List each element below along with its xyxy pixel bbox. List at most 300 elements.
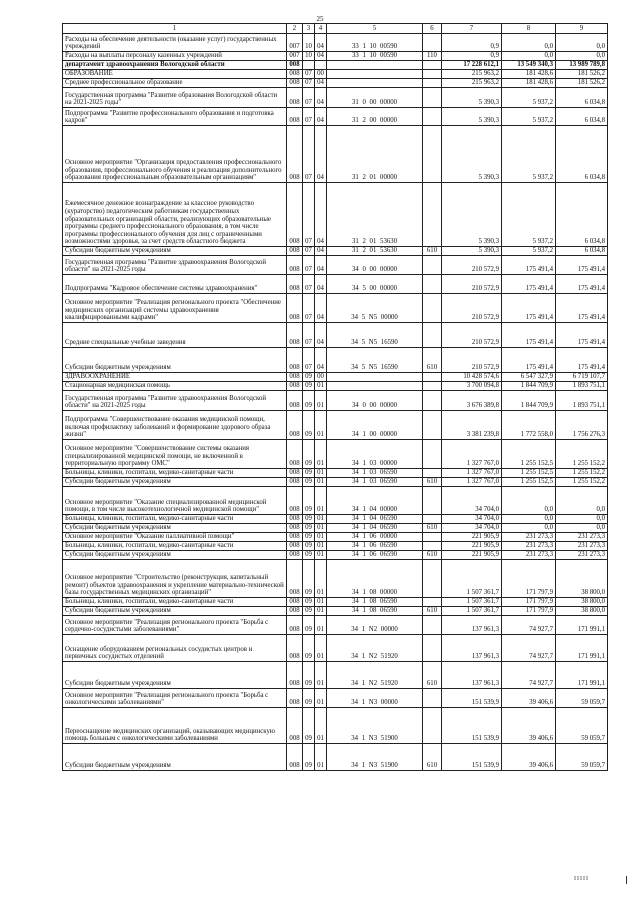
subsection-code: 01	[315, 487, 327, 515]
target-article-code: 34 1 04 06590	[327, 524, 423, 533]
subsection-code: 04	[315, 294, 327, 323]
expense-type-code	[423, 323, 442, 348]
ministry-code: 008	[287, 108, 303, 126]
row-description: Основное мероприятие "Оказание паллиативной помощи"	[63, 533, 287, 542]
target-article-code: 34 1 00 00000	[327, 411, 423, 440]
amount-2022: 5 937,2	[502, 88, 556, 108]
amount-2022: 1 844 709,9	[502, 391, 556, 411]
row-description: Основное мероприятие "Реализация регионального проекта "Борьба с онкологическими заболеваниями"	[63, 689, 287, 708]
amount-2021: 1 327 767,0	[442, 469, 502, 478]
target-article-code: 33 1 10 00590	[327, 34, 423, 52]
table-row	[63, 256, 608, 275]
section-code: 09	[303, 524, 315, 533]
ministry-code: 008	[287, 373, 303, 382]
expense-type-code: 610	[423, 478, 442, 487]
amount-2023: 6 719 107,7	[556, 373, 608, 382]
amount-2023: 175 491,4	[556, 256, 608, 275]
ministry-code: 008	[287, 61, 303, 70]
amount-2023: 175 491,4	[556, 275, 608, 294]
amount-2021: 34 704,0	[442, 515, 502, 524]
subsection-code: 01	[315, 598, 327, 607]
amount-2021: 151 539,9	[442, 708, 502, 744]
target-article-code: 34 5 N5 00000	[327, 294, 423, 323]
table-row	[63, 616, 608, 635]
row-description: Ежемесячное денежное вознаграждение за классное руководство (кураторство) педагогическим работникам государственных образовательных организаций области, реализующих образовательные программы среднего профессионального образования, в том числе программы профессионального обучения для лиц с ограниченными возможностями здоровья, за счет средств областного бюджета	[63, 183, 287, 247]
amount-2022: 1 772 558,0	[502, 411, 556, 440]
section-code: 09	[303, 542, 315, 551]
subsection-code: 01	[315, 635, 327, 662]
subsection-code: 04	[315, 108, 327, 126]
expense-type-code: 610	[423, 662, 442, 689]
target-article-code: 34 1 03 06590	[327, 478, 423, 487]
amount-2022: 181 428,6	[502, 70, 556, 79]
expense-type-code	[423, 411, 442, 440]
section-code	[303, 61, 315, 70]
table-row	[63, 515, 608, 524]
amount-2022: 0,0	[502, 515, 556, 524]
expense-type-code: 610	[423, 551, 442, 560]
amount-2021: 17 228 612,1	[442, 61, 502, 70]
amount-2023: 0,0	[556, 34, 608, 52]
table-row	[63, 635, 608, 662]
ministry-code: 008	[287, 183, 303, 247]
amount-2021: 151 539,9	[442, 744, 502, 771]
amount-2022: 13 549 340,3	[502, 61, 556, 70]
amount-2022: 231 273,3	[502, 542, 556, 551]
target-article-code: 34 1 N2 51920	[327, 635, 423, 662]
subsection-code: 01	[315, 689, 327, 708]
column-header: 3	[303, 24, 315, 34]
target-article-code: 34 1 06 06590	[327, 542, 423, 551]
section-code: 07	[303, 79, 315, 88]
row-description: ОБРАЗОВАНИЕ	[63, 70, 287, 79]
row-description: Подпрограмма "Совершенствование оказания медицинской помощи, включая профилактику заболеваний и формирование здорового образа жизни"	[63, 411, 287, 440]
expense-type-code: 610	[423, 247, 442, 256]
subsection-code: 04	[315, 34, 327, 52]
section-code: 09	[303, 616, 315, 635]
amount-2023: 231 273,3	[556, 551, 608, 560]
subsection-code: 01	[315, 440, 327, 469]
amount-2023: 1 255 152,2	[556, 469, 608, 478]
amount-2022: 171 797,9	[502, 598, 556, 607]
expense-type-code	[423, 635, 442, 662]
ministry-code: 008	[287, 275, 303, 294]
subsection-code: 04	[315, 323, 327, 348]
ministry-code: 008	[287, 524, 303, 533]
section-code: 07	[303, 183, 315, 247]
ministry-code: 008	[287, 70, 303, 79]
subsection-code: 01	[315, 478, 327, 487]
subsection-code: 04	[315, 52, 327, 61]
expense-type-code	[423, 440, 442, 469]
row-description: Основное мероприятие "Совершенствование системы оказания специализированной медицинской помощи, не включенной в территориальную программу ОМС"	[63, 440, 287, 469]
column-header: 7	[442, 24, 502, 34]
row-description: Расходы на выплаты персоналу казенных учреждений	[63, 52, 287, 61]
amount-2022: 74 927,7	[502, 635, 556, 662]
amount-2021: 1 327 767,0	[442, 478, 502, 487]
expense-type-code	[423, 598, 442, 607]
ministry-code: 008	[287, 542, 303, 551]
expense-type-code	[423, 183, 442, 247]
ministry-code: 008	[287, 294, 303, 323]
expense-type-code	[423, 34, 442, 52]
ministry-code: 008	[287, 515, 303, 524]
table-row	[63, 34, 608, 52]
amount-2021: 5 390,3	[442, 183, 502, 247]
amount-2023: 231 273,3	[556, 533, 608, 542]
amount-2023: 6 034,8	[556, 183, 608, 247]
amount-2022: 39 406,6	[502, 708, 556, 744]
table-row	[63, 411, 608, 440]
row-description: Больницы, клиники, госпитали, медико-санитарные части	[63, 542, 287, 551]
expense-type-code: 610	[423, 607, 442, 616]
amount-2023: 171 991,1	[556, 616, 608, 635]
table-row	[63, 708, 608, 744]
subsection-code: 01	[315, 542, 327, 551]
amount-2022: 5 937,2	[502, 247, 556, 256]
row-description: Государственная программа "Развитие здравоохранения Вологодской области" на 2021-2025 годы	[63, 391, 287, 411]
row-description: Субсидии бюджетным учреждениям	[63, 348, 287, 373]
amount-2023: 0,0	[556, 487, 608, 515]
section-code: 10	[303, 34, 315, 52]
subsection-code: 04	[315, 126, 327, 183]
table-row	[63, 440, 608, 469]
amount-2021: 221 905,9	[442, 533, 502, 542]
target-article-code: 34 1 N3 51900	[327, 708, 423, 744]
section-code: 09	[303, 607, 315, 616]
amount-2021: 221 905,9	[442, 542, 502, 551]
amount-2023: 59 059,7	[556, 689, 608, 708]
subsection-code: 01	[315, 708, 327, 744]
amount-2023: 0,0	[556, 52, 608, 61]
amount-2021: 1 327 767,0	[442, 440, 502, 469]
table-row	[63, 323, 608, 348]
amount-2023: 175 491,4	[556, 348, 608, 373]
row-description: Государственная программа "Развитие здравоохранения Вологодской области" на 2021-2025 годы	[63, 256, 287, 275]
table-row	[63, 382, 608, 391]
budget-table	[62, 23, 608, 771]
table-row	[63, 551, 608, 560]
table-row	[63, 533, 608, 542]
expense-type-code: 110	[423, 52, 442, 61]
amount-2022: 5 937,2	[502, 126, 556, 183]
amount-2022: 5 937,2	[502, 183, 556, 247]
column-header: 2	[287, 24, 303, 34]
table-body	[63, 24, 608, 771]
expense-type-code	[423, 560, 442, 598]
amount-2021: 1 507 361,7	[442, 598, 502, 607]
expense-type-code	[423, 391, 442, 411]
target-article-code	[327, 70, 423, 79]
row-description: Субсидии бюджетным учреждениям	[63, 478, 287, 487]
subsection-code: 01	[315, 391, 327, 411]
row-description: Переоснащение медицинских организаций, оказывающих медицинскую помощь больным с онкологическими заболеваниями	[63, 708, 287, 744]
ministry-code: 008	[287, 478, 303, 487]
subsection-code: 01	[315, 469, 327, 478]
amount-2021: 137 961,3	[442, 635, 502, 662]
row-description: Среднее профессиональное образование	[63, 79, 287, 88]
row-description: Основное мероприятие "Реализация регионального проекта "Борьба с сердечно-сосудистыми заболеваниями"	[63, 616, 287, 635]
expense-type-code: 610	[423, 348, 442, 373]
amount-2022: 231 273,3	[502, 551, 556, 560]
row-description: Расходы на обеспечение деятельности (оказание услуг) государственных учреждений	[63, 34, 287, 52]
expense-type-code	[423, 373, 442, 382]
expense-type-code	[423, 689, 442, 708]
subsection-code: 04	[315, 88, 327, 108]
ministry-code: 008	[287, 88, 303, 108]
target-article-code: 34 1 08 00000	[327, 560, 423, 598]
amount-2023: 181 526,2	[556, 70, 608, 79]
subsection-code: 00	[315, 70, 327, 79]
amount-2023: 171 991,1	[556, 635, 608, 662]
target-article-code: 34 1 N2 00000	[327, 616, 423, 635]
expense-type-code	[423, 256, 442, 275]
table-row	[63, 126, 608, 183]
amount-2023: 59 059,7	[556, 708, 608, 744]
section-code: 07	[303, 275, 315, 294]
table-row	[63, 391, 608, 411]
section-code: 09	[303, 689, 315, 708]
section-code: 09	[303, 382, 315, 391]
section-code: 09	[303, 391, 315, 411]
subsection-code: 01	[315, 515, 327, 524]
row-description: Государственная программа "Развитие образования Вологодской области на 2021-2025 годы"	[63, 88, 287, 108]
target-article-code: 34 1 03 00000	[327, 440, 423, 469]
row-description: Основное мероприятие "Строительство (реконструкция, капитальный ремонт) объектов здравоохранения и укрепление материально-технической базы государственных медицинских организаций"	[63, 560, 287, 598]
row-description: департамент здравоохранения Вологодской области	[63, 61, 287, 70]
amount-2022: 0,0	[502, 52, 556, 61]
amount-2021: 210 572,9	[442, 348, 502, 373]
amount-2023: 1 756 276,3	[556, 411, 608, 440]
amount-2022: 0,0	[502, 487, 556, 515]
section-code: 09	[303, 515, 315, 524]
amount-2021: 210 572,9	[442, 323, 502, 348]
amount-2021: 5 390,3	[442, 88, 502, 108]
ministry-code: 008	[287, 616, 303, 635]
row-description: Подпрограмма "Развитие профессионального образования и подготовка кадров"	[63, 108, 287, 126]
amount-2022: 74 927,7	[502, 662, 556, 689]
target-article-code: 31 2 01 53630	[327, 247, 423, 256]
column-header: 5	[327, 24, 423, 34]
ministry-code: 007	[287, 34, 303, 52]
amount-2023: 59 059,7	[556, 744, 608, 771]
amount-2021: 34 704,0	[442, 524, 502, 533]
target-article-code: 34 1 06 06590	[327, 551, 423, 560]
target-article-code	[327, 79, 423, 88]
row-description: Средние специальные учебные заведения	[63, 323, 287, 348]
amount-2022: 6 547 327,9	[502, 373, 556, 382]
amount-2023: 6 034,8	[556, 88, 608, 108]
amount-2021: 137 961,3	[442, 662, 502, 689]
amount-2023: 181 526,2	[556, 79, 608, 88]
table-row	[63, 560, 608, 598]
amount-2023: 1 893 751,1	[556, 382, 608, 391]
target-article-code: 33 1 10 00590	[327, 52, 423, 61]
section-code: 09	[303, 440, 315, 469]
expense-type-code	[423, 275, 442, 294]
target-article-code: 34 1 04 00000	[327, 487, 423, 515]
amount-2021: 210 572,9	[442, 275, 502, 294]
row-description: Основное мероприятие "Оказание специализированной медицинской помощи, в том числе высокотехнологичной медицинской помощи"	[63, 487, 287, 515]
ministry-code: 008	[287, 247, 303, 256]
ministry-code: 008	[287, 411, 303, 440]
table-row	[63, 79, 608, 88]
amount-2022: 1 255 152,5	[502, 469, 556, 478]
subsection-code: 01	[315, 411, 327, 440]
target-article-code: 34 1 03 06590	[327, 469, 423, 478]
ministry-code: 008	[287, 598, 303, 607]
amount-2022: 1 255 152,5	[502, 478, 556, 487]
ministry-code: 008	[287, 607, 303, 616]
column-header: 1	[63, 24, 287, 34]
expense-type-code	[423, 487, 442, 515]
section-code: 09	[303, 662, 315, 689]
section-code: 09	[303, 598, 315, 607]
subsection-code: 01	[315, 616, 327, 635]
expense-type-code	[423, 88, 442, 108]
amount-2022: 175 491,4	[502, 294, 556, 323]
ministry-code: 008	[287, 560, 303, 598]
amount-2022: 231 273,3	[502, 533, 556, 542]
table-row	[63, 598, 608, 607]
amount-2023: 1 255 152,2	[556, 478, 608, 487]
subsection-code: 04	[315, 183, 327, 247]
row-description: Основное мероприятие "Реализация регионального проекта "Обеспечение медицинских организаций системы здравоохранения квалифицированными кадрами"	[63, 294, 287, 323]
table-row	[63, 744, 608, 771]
expense-type-code	[423, 469, 442, 478]
target-article-code	[327, 373, 423, 382]
expense-type-code	[423, 382, 442, 391]
table-row	[63, 689, 608, 708]
row-description: Стационарная медицинская помощь	[63, 382, 287, 391]
table-row	[63, 542, 608, 551]
amount-2021: 151 539,9	[442, 689, 502, 708]
ministry-code: 008	[287, 126, 303, 183]
amount-2022: 74 927,7	[502, 616, 556, 635]
subsection-code: 04	[315, 79, 327, 88]
row-description: Субсидии бюджетным учреждениям	[63, 662, 287, 689]
subsection-code	[315, 61, 327, 70]
section-code: 07	[303, 256, 315, 275]
target-article-code: 31 2 00 00000	[327, 108, 423, 126]
row-description: Субсидии бюджетным учреждениям	[63, 524, 287, 533]
ministry-code: 008	[287, 708, 303, 744]
section-code: 09	[303, 478, 315, 487]
expense-type-code	[423, 616, 442, 635]
ministry-code: 008	[287, 744, 303, 771]
table-row	[63, 469, 608, 478]
row-description: Больницы, клиники, госпитали, медико-санитарные части	[63, 515, 287, 524]
section-code: 09	[303, 744, 315, 771]
amount-2023: 175 491,4	[556, 323, 608, 348]
subsection-code: 04	[315, 275, 327, 294]
target-article-code: 34 5 00 00000	[327, 275, 423, 294]
amount-2022: 171 797,9	[502, 607, 556, 616]
amount-2022: 175 491,4	[502, 348, 556, 373]
amount-2022: 39 406,6	[502, 744, 556, 771]
target-article-code: 34 0 00 00000	[327, 391, 423, 411]
column-header: 8	[502, 24, 556, 34]
section-code: 09	[303, 373, 315, 382]
section-code: 07	[303, 323, 315, 348]
amount-2023: 1 893 751,1	[556, 391, 608, 411]
amount-2021: 1 507 361,7	[442, 560, 502, 598]
section-code: 09	[303, 560, 315, 598]
table-row	[63, 88, 608, 108]
amount-2022: 1 255 152,5	[502, 440, 556, 469]
target-article-code: 34 1 N2 51920	[327, 662, 423, 689]
amount-2023: 38 800,0	[556, 607, 608, 616]
expense-type-code: 610	[423, 524, 442, 533]
section-code: 09	[303, 551, 315, 560]
ministry-code: 008	[287, 662, 303, 689]
expense-type-code	[423, 533, 442, 542]
amount-2022: 175 491,4	[502, 323, 556, 348]
section-code: 07	[303, 294, 315, 323]
amount-2021: 137 961,3	[442, 616, 502, 635]
table-row	[63, 108, 608, 126]
ministry-code: 008	[287, 551, 303, 560]
subsection-code: 01	[315, 744, 327, 771]
amount-2021: 34 704,0	[442, 487, 502, 515]
subsection-code: 04	[315, 256, 327, 275]
subsection-code: 04	[315, 247, 327, 256]
ministry-code: 008	[287, 382, 303, 391]
subsection-code: 01	[315, 382, 327, 391]
expense-type-code	[423, 126, 442, 183]
column-header: 9	[556, 24, 608, 34]
amount-2023: 1 255 152,2	[556, 440, 608, 469]
section-code: 07	[303, 126, 315, 183]
ministry-code: 008	[287, 440, 303, 469]
table-row	[63, 275, 608, 294]
table-row	[63, 607, 608, 616]
section-code: 09	[303, 487, 315, 515]
subsection-code: 01	[315, 551, 327, 560]
ministry-code: 008	[287, 689, 303, 708]
expense-type-code	[423, 108, 442, 126]
target-article-code	[327, 61, 423, 70]
amount-2022: 181 428,6	[502, 79, 556, 88]
subsection-code: 01	[315, 607, 327, 616]
expense-type-code	[423, 79, 442, 88]
ministry-code: 008	[287, 323, 303, 348]
amount-2021: 5 390,3	[442, 108, 502, 126]
amount-2021: 0,9	[442, 52, 502, 61]
ministry-code: 008	[287, 256, 303, 275]
amount-2022: 39 406,6	[502, 689, 556, 708]
expense-type-code	[423, 542, 442, 551]
row-description: Больницы, клиники, госпитали, медико-санитарные части	[63, 469, 287, 478]
target-article-code: 31 2 01 00000	[327, 126, 423, 183]
amount-2021: 1 507 361,7	[442, 607, 502, 616]
target-article-code: 31 0 00 00000	[327, 88, 423, 108]
section-code: 07	[303, 348, 315, 373]
section-code: 09	[303, 635, 315, 662]
amount-2022: 1 844 709,9	[502, 382, 556, 391]
expense-type-code	[423, 70, 442, 79]
section-code: 09	[303, 708, 315, 744]
target-article-code: 34 0 00 00000	[327, 256, 423, 275]
subsection-code: 00	[315, 373, 327, 382]
row-description: Субсидии бюджетным учреждениям	[63, 607, 287, 616]
expense-type-code	[423, 294, 442, 323]
page-edge-mark	[626, 876, 627, 884]
subsection-code: 01	[315, 662, 327, 689]
ministry-code: 008	[287, 469, 303, 478]
subsection-code: 04	[315, 348, 327, 373]
amount-2023: 171 991,1	[556, 662, 608, 689]
